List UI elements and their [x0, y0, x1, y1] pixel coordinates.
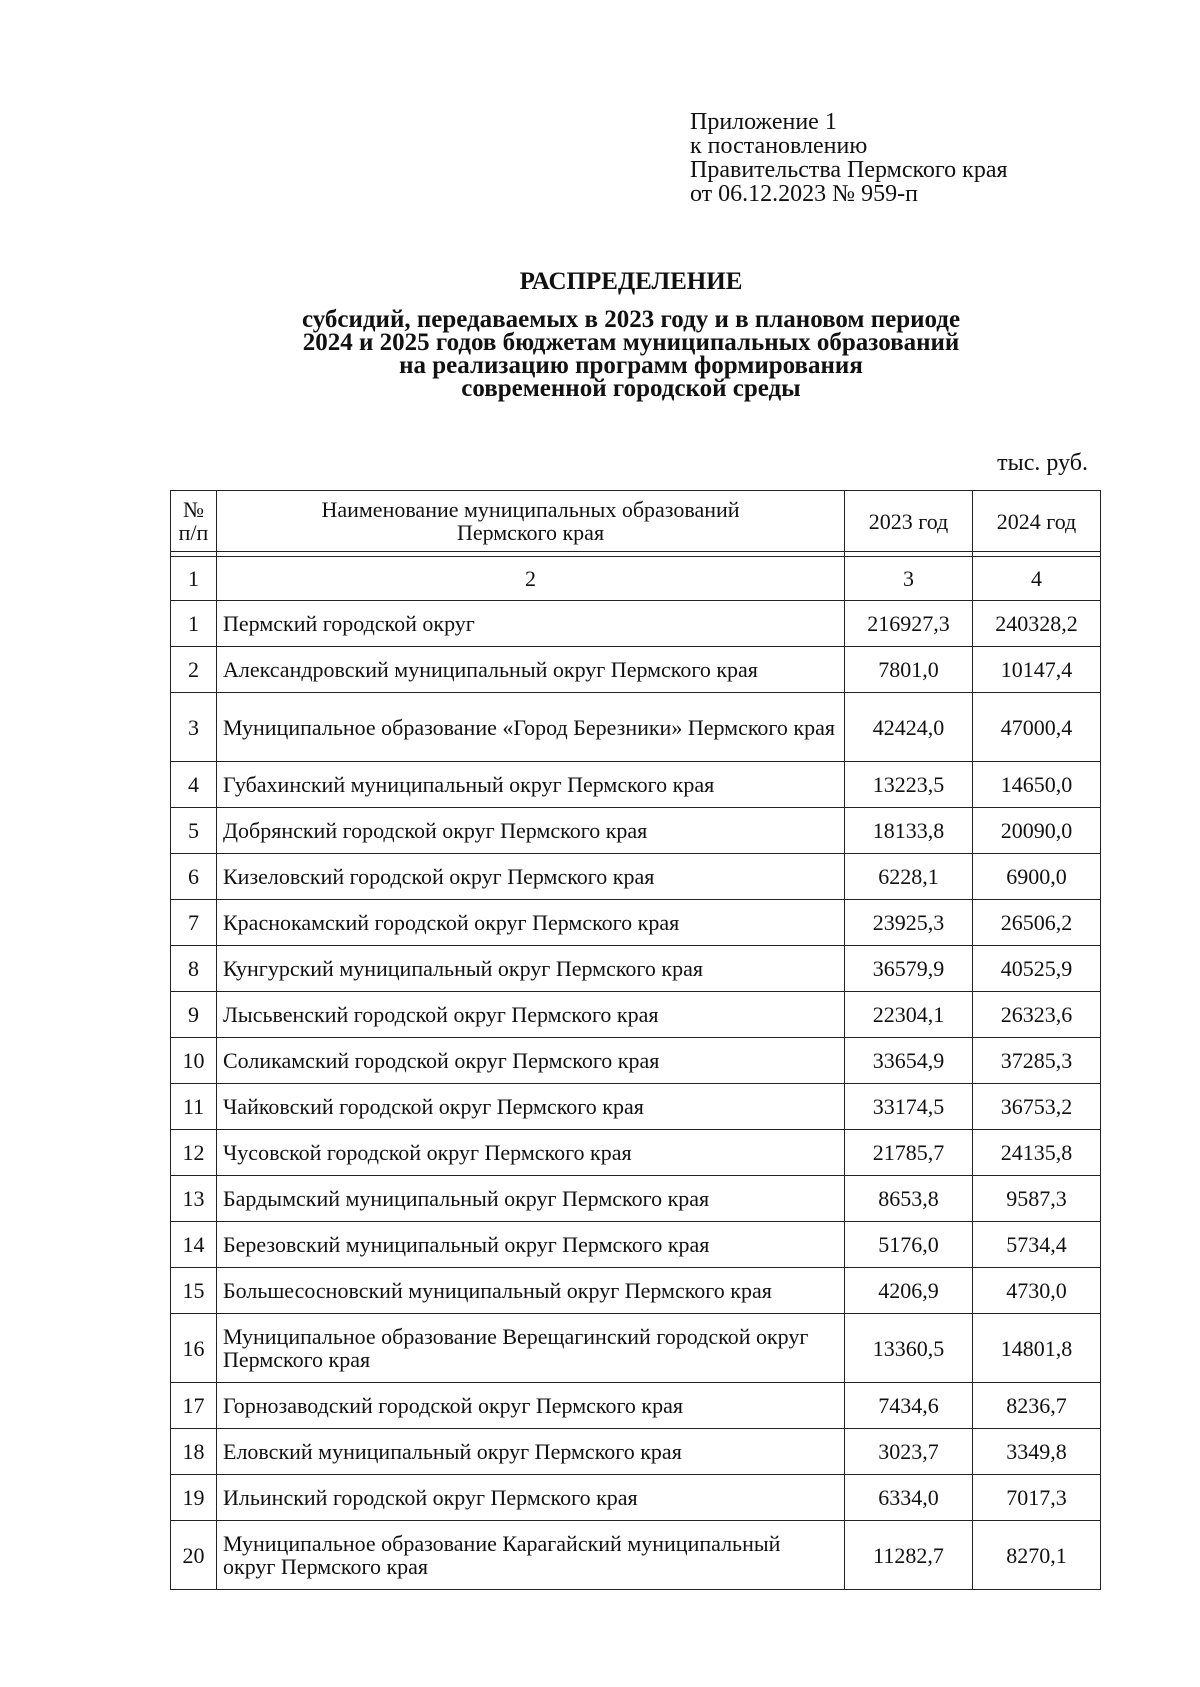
approval-line-1: Приложение 1 — [690, 109, 837, 135]
municipality-name: Горнозаводский городской округ Пермского края — [217, 1383, 845, 1429]
approval-line-2: к постановлению — [690, 133, 868, 159]
value-2024: 240328,2 — [973, 601, 1101, 647]
row-number: 12 — [171, 1130, 217, 1176]
table-row — [171, 647, 1101, 693]
value-2024: 14801,8 — [973, 1314, 1101, 1383]
value-2023: 4206,9 — [845, 1268, 973, 1314]
municipality-name: Ильинский городской округ Пермского края — [217, 1475, 845, 1521]
table-row — [171, 992, 1101, 1038]
municipality-name: Муниципальное образование Карагайский муниципальный округ Пермского края — [217, 1521, 845, 1590]
value-2023: 33174,5 — [845, 1084, 973, 1130]
row-number: 13 — [171, 1176, 217, 1222]
header-name-line-1: Наименование муниципальных образований — [321, 497, 740, 522]
header-name — [217, 491, 845, 552]
value-2024: 37285,3 — [973, 1038, 1101, 1084]
table-row — [171, 1521, 1101, 1590]
unit-label: тыс. руб. — [997, 450, 1088, 476]
row-number: 2 — [171, 647, 217, 693]
subtitle-line-2: 2024 и 2025 годов бюджетам муниципальных образований — [302, 329, 960, 356]
value-2024: 20090,0 — [973, 808, 1101, 854]
header-num-line-1: № — [183, 497, 204, 522]
value-2023: 42424,0 — [845, 693, 973, 762]
table-row — [171, 1038, 1101, 1084]
table-row — [171, 762, 1101, 808]
index-cell: 1 — [171, 557, 217, 601]
municipality-name: Муниципальное образование Верещагинский городской округ Пермского края — [217, 1314, 845, 1383]
value-2024: 8236,7 — [973, 1383, 1101, 1429]
table-row — [171, 1084, 1101, 1130]
value-2024: 8270,1 — [973, 1521, 1101, 1590]
approval-line-4: от 06.12.2023 № 959-п — [690, 181, 918, 207]
value-2024: 7017,3 — [973, 1475, 1101, 1521]
municipality-name: Чайковский городской округ Пермского края — [217, 1084, 845, 1130]
row-number: 18 — [171, 1429, 217, 1475]
index-cell: 2 — [217, 557, 845, 601]
table-row — [171, 1383, 1101, 1429]
value-2023: 11282,7 — [845, 1521, 973, 1590]
index-row — [171, 557, 1101, 601]
header-2024: 2024 год — [973, 491, 1101, 552]
municipality-name: Еловский муниципальный округ Пермского края — [217, 1429, 845, 1475]
subtitle-line-1: субсидий, передаваемых в 2023 году и в плановом периоде — [301, 306, 961, 333]
row-number: 7 — [171, 900, 217, 946]
row-number: 14 — [171, 1222, 217, 1268]
header-num-line-2: п/п — [178, 520, 209, 545]
table-row — [171, 900, 1101, 946]
value-2023: 21785,7 — [845, 1130, 973, 1176]
document-subtitle — [0, 308, 1200, 400]
row-number: 1 — [171, 601, 217, 647]
subtitle-line-4: современной городской среды — [461, 375, 801, 402]
municipality-name: Губахинский муниципальный округ Пермского края — [217, 762, 845, 808]
index-cell: 4 — [973, 557, 1101, 601]
value-2023: 13223,5 — [845, 762, 973, 808]
table-row — [171, 1429, 1101, 1475]
value-2024: 6900,0 — [973, 854, 1101, 900]
value-2023: 13360,5 — [845, 1314, 973, 1383]
table-row — [171, 946, 1101, 992]
row-number: 16 — [171, 1314, 217, 1383]
municipality-name: Пермский городской округ — [217, 601, 845, 647]
header-num — [171, 491, 217, 552]
municipality-name: Бардымский муниципальный округ Пермского края — [217, 1176, 845, 1222]
municipality-name: Кизеловский городской округ Пермского края — [217, 854, 845, 900]
municipality-name: Лысьвенский городской округ Пермского края — [217, 992, 845, 1038]
value-2023: 33654,9 — [845, 1038, 973, 1084]
approval-block — [690, 110, 1008, 206]
row-number: 11 — [171, 1084, 217, 1130]
table-header-row — [171, 491, 1101, 552]
value-2024: 3349,8 — [973, 1429, 1101, 1475]
value-2024: 47000,4 — [973, 693, 1101, 762]
row-number: 4 — [171, 762, 217, 808]
table-row — [171, 808, 1101, 854]
value-2023: 22304,1 — [845, 992, 973, 1038]
value-2023: 18133,8 — [845, 808, 973, 854]
value-2023: 8653,8 — [845, 1176, 973, 1222]
table-row — [171, 1130, 1101, 1176]
value-2023: 7434,6 — [845, 1383, 973, 1429]
municipality-name: Соликамский городской округ Пермского края — [217, 1038, 845, 1084]
table-row — [171, 601, 1101, 647]
value-2023: 6334,0 — [845, 1475, 973, 1521]
table-row — [171, 693, 1101, 762]
municipality-name: Муниципальное образование «Город Березники» Пермского края — [217, 693, 845, 762]
municipality-name: Кунгурский муниципальный округ Пермского края — [217, 946, 845, 992]
table-row — [171, 854, 1101, 900]
row-number: 3 — [171, 693, 217, 762]
header-name-line-2: Пермского края — [456, 520, 605, 545]
row-number: 10 — [171, 1038, 217, 1084]
index-cell: 3 — [845, 557, 973, 601]
value-2024: 4730,0 — [973, 1268, 1101, 1314]
value-2024: 14650,0 — [973, 762, 1101, 808]
table-row — [171, 1176, 1101, 1222]
value-2023: 5176,0 — [845, 1222, 973, 1268]
row-number: 8 — [171, 946, 217, 992]
value-2024: 36753,2 — [973, 1084, 1101, 1130]
value-2024: 40525,9 — [973, 946, 1101, 992]
row-number: 6 — [171, 854, 217, 900]
row-number: 5 — [171, 808, 217, 854]
approval-line-3: Правительства Пермского края — [690, 157, 1008, 183]
value-2023: 216927,3 — [845, 601, 973, 647]
value-2023: 6228,1 — [845, 854, 973, 900]
value-2023: 36579,9 — [845, 946, 973, 992]
municipality-name: Большесосновский муниципальный округ Пермского края — [217, 1268, 845, 1314]
value-2024: 26323,6 — [973, 992, 1101, 1038]
municipality-name: Александровский муниципальный округ Пермского края — [217, 647, 845, 693]
table-row — [171, 1268, 1101, 1314]
municipality-name: Чусовской городской округ Пермского края — [217, 1130, 845, 1176]
value-2024: 5734,4 — [973, 1222, 1101, 1268]
value-2024: 24135,8 — [973, 1130, 1101, 1176]
value-2023: 23925,3 — [845, 900, 973, 946]
municipality-name: Добрянский городской округ Пермского края — [217, 808, 845, 854]
row-number: 9 — [171, 992, 217, 1038]
document-title: РАСПРЕДЕЛЕНИЕ — [519, 268, 743, 295]
row-number: 20 — [171, 1521, 217, 1590]
table-row — [171, 1314, 1101, 1383]
row-number: 15 — [171, 1268, 217, 1314]
municipality-name: Березовский муниципальный округ Пермского края — [217, 1222, 845, 1268]
value-2023: 7801,0 — [845, 647, 973, 693]
table-row — [171, 1222, 1101, 1268]
value-2024: 10147,4 — [973, 647, 1101, 693]
table-row — [171, 1475, 1101, 1521]
header-2023: 2023 год — [845, 491, 973, 552]
municipality-name: Краснокамский городской округ Пермского края — [217, 900, 845, 946]
subtitle-line-3: на реализацию программ формирования — [399, 352, 863, 379]
value-2024: 9587,3 — [973, 1176, 1101, 1222]
value-2024: 26506,2 — [973, 900, 1101, 946]
row-number: 19 — [171, 1475, 217, 1521]
value-2023: 3023,7 — [845, 1429, 973, 1475]
row-number: 17 — [171, 1383, 217, 1429]
distribution-table — [170, 490, 1101, 1590]
